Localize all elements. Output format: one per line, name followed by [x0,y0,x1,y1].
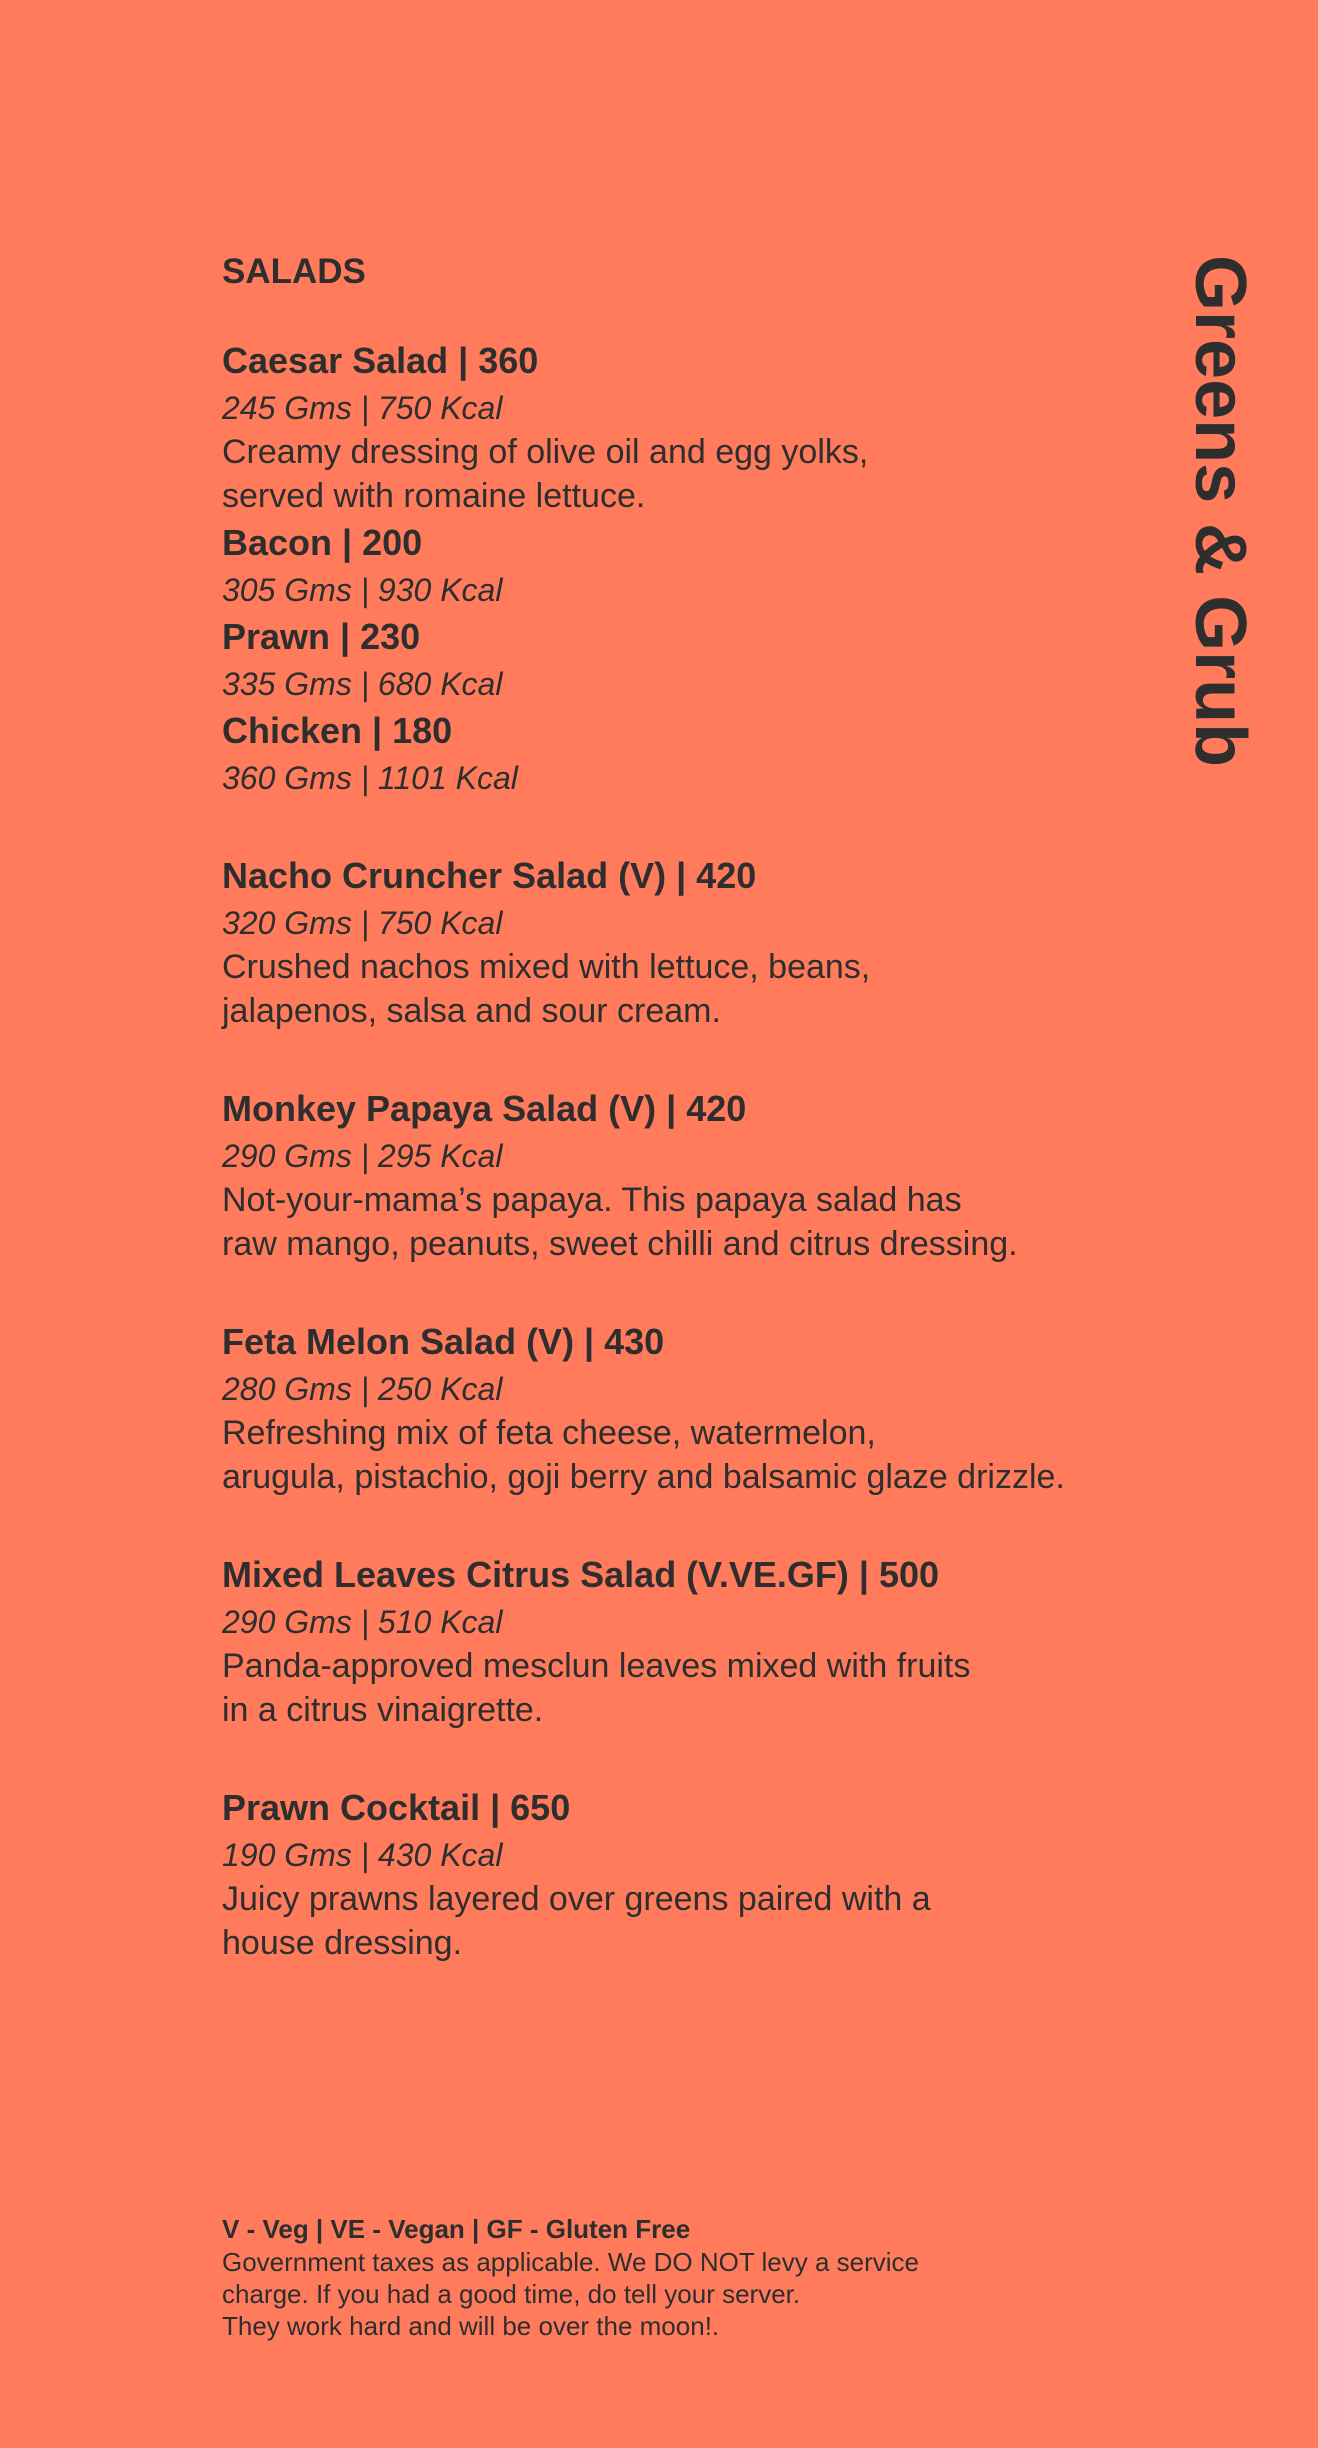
page-vertical-title: Greens & Grub [1180,255,1260,768]
item-description-line: raw mango, peanuts, sweet chilli and citrus dressing. [222,1225,1018,1263]
item-meta: 190 Gms | 430 Kcal [222,1837,503,1873]
item-description-line: Crushed nachos mixed with lettuce, beans, [222,948,871,986]
menu-item [222,336,1182,800]
item-description-line: house dressing. [222,1924,463,1962]
addon-meta: 360 Gms | 1101 Kcal [222,760,518,796]
dietary-legend: V - Veg | VE - Vegan | GF - Gluten Free [222,2214,691,2244]
item-description-line: served with romaine lettuce. [222,477,646,515]
item-name: Prawn Cocktail | 650 [222,1787,571,1828]
addon-name: Chicken | 180 [222,710,453,751]
item-description [222,1411,1182,1499]
section-title: SALADS [222,252,366,291]
addon-name: Bacon | 200 [222,522,423,563]
item-description-line: Not-your-mama’s papaya. This papaya salad has [222,1181,962,1219]
item-name: Monkey Papaya Salad (V) | 420 [222,1088,747,1129]
item-name: Nacho Cruncher Salad (V) | 420 [222,855,757,896]
item-description-line: Refreshing mix of feta cheese, watermelon, [222,1414,876,1452]
item-meta: 280 Gms | 250 Kcal [222,1371,503,1407]
addon-list [222,518,1182,800]
item-meta: 290 Gms | 295 Kcal [222,1138,503,1174]
item-name: Mixed Leaves Citrus Salad (V.VE.GF) | 500 [222,1554,940,1595]
item-description-line: Juicy prawns layered over greens paired with a [222,1880,931,1918]
salads-menu [222,250,1182,1965]
addon-name: Prawn | 230 [222,616,421,657]
item-description [222,945,1182,1033]
item-description [222,1644,1182,1732]
item-description [222,1178,1182,1266]
item-description [222,1877,1182,1965]
menu-item [222,1550,1182,1732]
addon-meta: 335 Gms | 680 Kcal [222,666,503,702]
item-description-line: Panda-approved mesclun leaves mixed with fruits [222,1647,971,1685]
item-description-line: in a citrus vinaigrette. [222,1691,544,1729]
item-meta: 245 Gms | 750 Kcal [222,390,503,426]
menu-item [222,1783,1182,1965]
service-note [222,2246,1122,2342]
service-note-line: They work hard and will be over the moon!. [222,2311,720,2341]
item-description-line: jalapenos, salsa and sour cream. [222,992,721,1030]
menu-item [222,1084,1182,1266]
menu-item [222,1317,1182,1499]
service-note-line: charge. If you had a good time, do tell your server. [222,2279,801,2309]
addon-meta: 305 Gms | 930 Kcal [222,572,503,608]
item-description [222,430,1182,518]
item-description-line: Creamy dressing of olive oil and egg yolks, [222,433,869,471]
item-meta: 320 Gms | 750 Kcal [222,905,503,941]
item-description-line: arugula, pistachio, goji berry and balsamic glaze drizzle. [222,1458,1065,1496]
menu-footer [222,2212,1122,2342]
item-meta: 290 Gms | 510 Kcal [222,1604,503,1640]
menu-item [222,851,1182,1033]
item-name: Feta Melon Salad (V) | 430 [222,1321,665,1362]
service-note-line: Government taxes as applicable. We DO NOT levy a service [222,2247,919,2277]
item-name: Caesar Salad | 360 [222,340,539,381]
